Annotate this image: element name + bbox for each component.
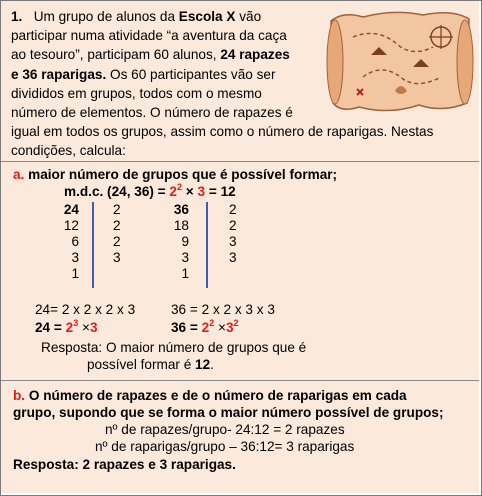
problem-statement xyxy=(1,1,479,162)
part-a-answer-value: 12 xyxy=(195,357,211,372)
fact36-divisor: 2 xyxy=(229,218,237,233)
problem-number: 1. xyxy=(11,9,23,24)
problem-intro xyxy=(11,7,331,122)
fact36-quotient: 36 xyxy=(173,202,189,217)
mdc-formula: m.d.c. (24, $36) = 2^2 \times 3 = 12$ xyxy=(64,182,236,199)
fact24-quotient: 6 xyxy=(71,234,79,249)
intro-continuation xyxy=(11,122,475,160)
fact24-divider xyxy=(92,202,94,288)
part-b-letter: b. xyxy=(13,388,26,403)
part-b-calc-2: nº de raparigas/grupo – 36:12= 3 raparigas xyxy=(95,439,355,454)
fact36-divider xyxy=(206,202,208,288)
fact24-quotient: 1 xyxy=(71,266,79,281)
part-b-calc-1: nº de rapazes/grupo- 24:12 = 2 rapazes xyxy=(105,422,345,437)
power-24: $24 = 2^3 \times 3$ xyxy=(35,318,98,335)
part-b-question-line-2: grupo, supondo que se forma o maior número possível de grupos; xyxy=(13,405,444,420)
fact24-divisor: 2 xyxy=(113,218,121,233)
intro-line-5: divididos em grupos, todos com o mesmo xyxy=(11,85,262,101)
part-a-section xyxy=(1,162,479,381)
intro-line-1: 1. Um grupo de alunos da Escola X vão xyxy=(11,9,262,24)
expand-24: 24= 2 x 2 x 2 x 3 xyxy=(35,302,136,317)
fact24-divisor: 3 xyxy=(113,250,121,265)
fact36-divisor: 2 xyxy=(229,202,237,217)
intro-line-2: participar numa atividade “a aventura da caça xyxy=(11,28,287,44)
fact24-divisor: 2 xyxy=(113,202,121,217)
fact36-quotient: 9 xyxy=(181,234,189,249)
fact24-divisor: 2 xyxy=(113,234,121,249)
expand-36: 36 = 2 x 2 x 3 x 3 xyxy=(171,302,275,317)
fact36-quotient: 1 xyxy=(181,266,189,281)
part-b-answer: Resposta: 2 rapazes e 3 raparigas. xyxy=(13,457,236,472)
intro-line-4: e 36 raparigas. Os 60 participantes vão ser xyxy=(11,66,276,82)
fact24-quotient: 24 xyxy=(63,202,79,217)
power-36: $36 = 2^2 \times 3^2$ xyxy=(171,318,239,335)
fact36-divisor: 3 xyxy=(229,234,237,249)
fact36-divisor: 3 xyxy=(229,250,237,265)
intro-line-6: número de elementos. O número de rapazes é xyxy=(11,105,293,121)
intro-line-3: ao tesouro”, participam 60 alunos, 24 rapazes xyxy=(11,47,290,63)
part-b-question-line-1: b. O número de rapazes e de o número de raparigas em cada xyxy=(13,388,407,403)
intro-line-8: condições, calcula: xyxy=(11,143,126,159)
fact24-quotient: 12 xyxy=(63,218,79,233)
intro-line-7: igual em todos os grupos, assim como o número de raparigas. Nestas xyxy=(11,124,434,139)
part-a-question: a. maior número de grupos que é possível formar; xyxy=(13,167,338,182)
fact24-quotient: 3 xyxy=(71,250,79,265)
part-a-letter: a. xyxy=(13,167,25,182)
part-a-answer-line-1: Resposta: O maior número de grupos que é xyxy=(41,340,307,355)
part-b-section xyxy=(1,381,479,493)
part-a-answer-line-2: possível formar é 12. xyxy=(87,357,214,372)
fact36-quotient: 18 xyxy=(173,218,189,233)
fact36-quotient: 3 xyxy=(181,250,189,265)
treasure-map-icon xyxy=(323,7,477,117)
